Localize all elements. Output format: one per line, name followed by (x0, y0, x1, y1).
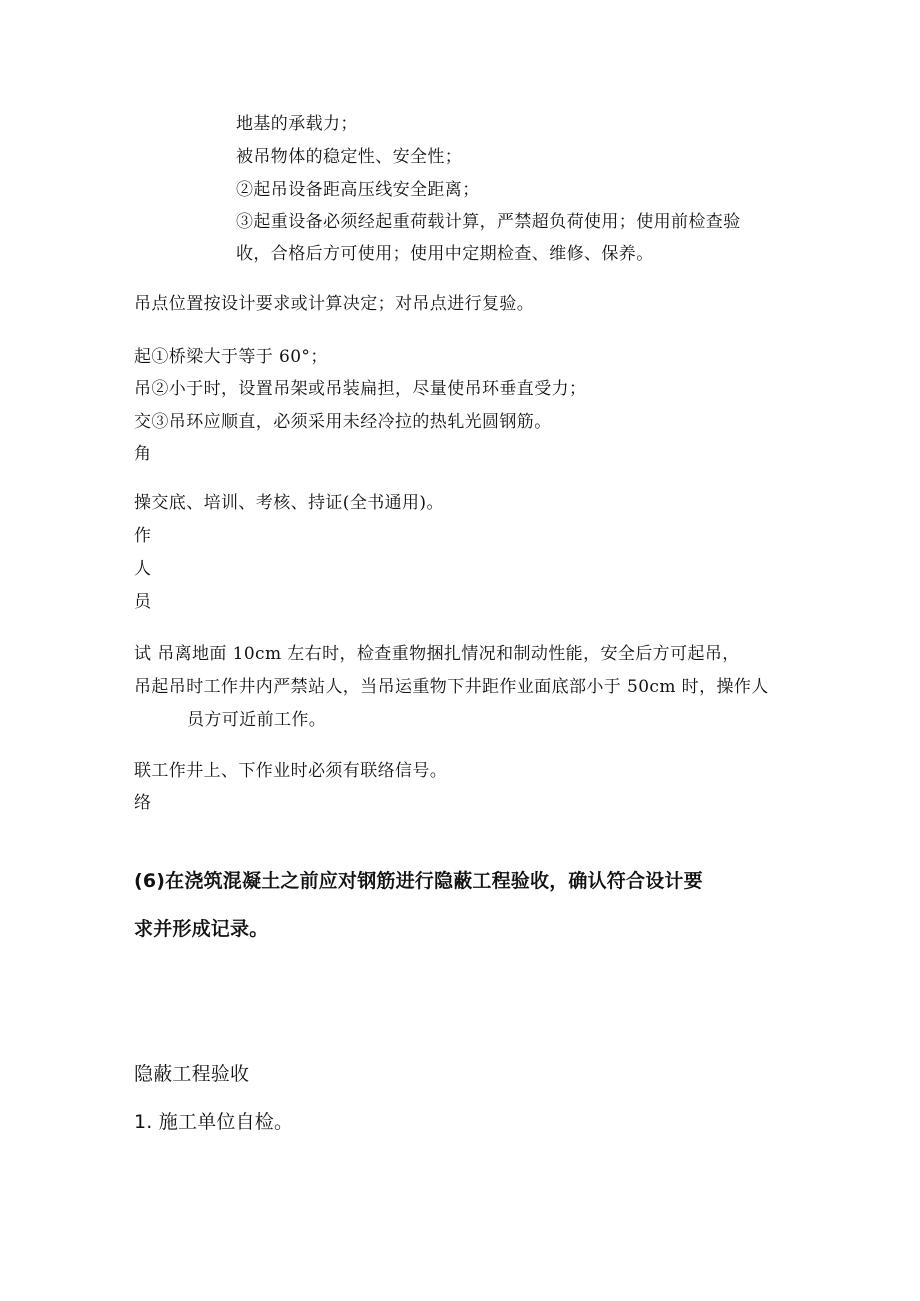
text-line: ③起重设备必须经起重荷载计算，严禁超负荷使用；使用前检查验 (236, 212, 741, 232)
item-6-line: 求并形成记录。 (134, 918, 269, 940)
section-heading: 隐蔽工程验收 (134, 1063, 250, 1085)
text-line: 地基的承载力； (236, 114, 358, 134)
text-line: 交③吊环应顺直，必须采用未经冷拉的热轧光圆钢筋。 (134, 412, 552, 432)
text-line: 被吊物体的稳定性、安全性； (236, 147, 463, 167)
text-line: 收，合格后方可使用；使用中定期检查、维修、保养。 (236, 244, 654, 264)
text-line: 操交底、培训、考核、持证(全书通用)。 (134, 493, 444, 513)
text-line: 吊②小于时，设置吊架或吊装扁担，尽量使吊环垂直受力； (134, 379, 587, 399)
text-line: 员 (134, 592, 152, 612)
text-line: ②起吊设备距高压线安全距离； (236, 180, 480, 200)
text-line: 作 (134, 526, 152, 546)
text-line: 起①桥梁大于等于 60°； (134, 347, 328, 367)
text-line: 角 (134, 444, 152, 464)
text-line: 络 (134, 793, 152, 813)
text-line: 员方可近前工作。 (187, 710, 327, 730)
text-line: 吊点位置按设计要求或计算决定；对吊点进行复验。 (134, 294, 535, 314)
text-line: 试 吊离地面 10cm 左右时，检查重物捆扎情况和制动性能，安全后方可起吊， (134, 644, 740, 664)
text-line: 吊起吊时工作井内严禁站人，当吊运重物下井距作业面底部小于 50cm 时，操作人 (134, 677, 769, 697)
item-6-line: (6)在浇筑混凝土之前应对钢筋进行隐蔽工程验收，确认符合设计要 (134, 870, 703, 892)
section-item-1: 1. 施工单位自检。 (134, 1111, 294, 1133)
text-line: 人 (134, 559, 152, 579)
text-line: 联工作井上、下作业时必须有联络信号。 (134, 761, 448, 781)
